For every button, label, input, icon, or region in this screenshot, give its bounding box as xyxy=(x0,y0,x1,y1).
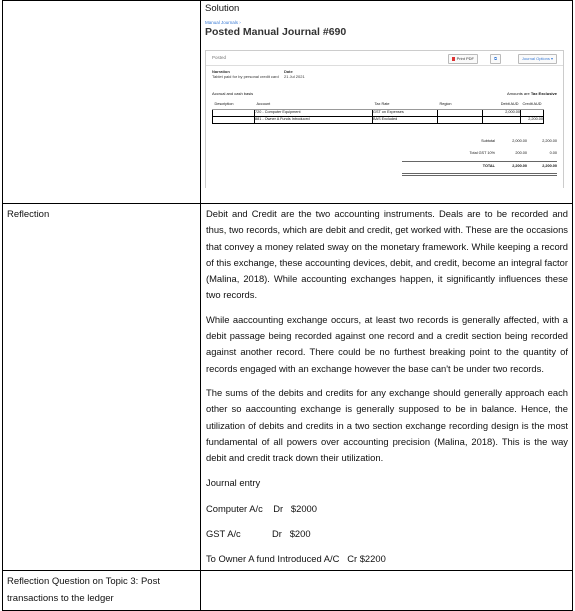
page-title: Posted Manual Journal #690 xyxy=(205,26,347,38)
row1-debit: 2,000.00 xyxy=(483,110,521,117)
document-table xyxy=(2,0,573,611)
journal-lines-table xyxy=(212,99,544,124)
total-underline xyxy=(402,173,557,174)
journal-options-button[interactable]: Journal Options ▾ xyxy=(518,54,557,64)
reflection-label: Reflection xyxy=(7,209,50,220)
solution-left-cell xyxy=(3,1,201,204)
col-description: Description xyxy=(213,99,255,110)
reflection-label-cell xyxy=(3,204,201,571)
journal-toolbar xyxy=(206,51,563,66)
subtotal-label: Subtotal xyxy=(481,139,495,143)
journal-card xyxy=(205,50,564,188)
row2-tax-rate: BAS Excluded xyxy=(373,117,438,124)
col-account: Account xyxy=(255,99,373,110)
total-label: TOTAL xyxy=(482,164,495,168)
date-value: 21 Jul 2021 xyxy=(284,74,305,79)
print-pdf-label: Print PDF xyxy=(456,56,474,61)
col-credit: Credit AUD xyxy=(521,99,544,110)
question-answer-cell xyxy=(201,570,573,610)
reflection-cell xyxy=(201,204,573,571)
amounts-mode-value: Tax Exclusive xyxy=(530,91,557,96)
solution-row xyxy=(3,1,573,204)
journal-heading: Journal entry xyxy=(206,477,261,489)
journal-entry-2: GST A/c Dr $200 xyxy=(206,528,311,540)
question-label-cell xyxy=(3,570,201,610)
amounts-mode xyxy=(507,91,557,96)
gst-debit: 200.00 xyxy=(515,151,527,155)
gst-label: Total GST 10% xyxy=(469,151,495,155)
date-label: Date xyxy=(284,69,293,74)
breadcrumb[interactable]: Manual Journals › xyxy=(205,20,241,25)
journal-screenshot xyxy=(205,20,564,188)
subtotal-credit: 2,200.00 xyxy=(542,139,557,143)
row2-credit: 2,200.00 xyxy=(521,117,544,124)
journal-entry-3: To Owner A fund Introduced A/C Cr $2200 xyxy=(206,553,386,565)
total-credit: 2,200.00 xyxy=(542,164,557,168)
total-debit: 2,200.00 xyxy=(512,164,527,168)
row1-account: 720 - Computer Equipment xyxy=(255,110,373,117)
col-tax-rate: Tax Rate xyxy=(373,99,438,110)
row2-account: 881 - Owner A Funds Introduced xyxy=(255,117,373,124)
row2-debit xyxy=(483,117,521,124)
pdf-icon xyxy=(452,57,455,61)
total-double-underline xyxy=(402,175,557,176)
solution-cell xyxy=(201,1,573,204)
solution-label: Solution xyxy=(205,3,240,14)
table-header xyxy=(213,99,544,110)
narration-label: Narration xyxy=(212,69,230,74)
row2-description xyxy=(213,117,255,124)
print-pdf-button[interactable] xyxy=(448,54,478,64)
subtotal-debit: 2,000.00 xyxy=(512,139,527,143)
question-label: Reflection Question on Topic 3: Post transactions to the ledger xyxy=(7,575,160,604)
table-row xyxy=(213,117,544,124)
col-region: Region xyxy=(438,99,483,110)
journal-entry-1: Computer A/c Dr $2000 xyxy=(206,502,317,514)
row1-tax-rate: GST on Expenses xyxy=(373,110,438,117)
reflection-paragraph-2: While aaccounting exchange occurs, at least two records is generally affected, with a debit passage being recorded against one record and a credit section being recorded against another record. There could be no furthest breaking point to the quantity of records engaged with an exchange however the base can't be under two records. xyxy=(206,313,568,374)
table-row xyxy=(213,110,544,117)
basis-text: Accrual and cash basis xyxy=(212,91,254,96)
row1-credit xyxy=(521,110,544,117)
reflection-paragraph-1: Debit and Credit are the two accounting instruments. Deals are to be recorded and thus, two records, which are debit and credit, get worked with. These are the occasions that convey a money related sway on the monetary framework. While keeping a record of this exchange, these accounting devices, debit, and credit, become an integral factor (Malina, 2018). While accounting exchanges happen, it significantly influences these two records. xyxy=(206,208,568,301)
col-debit: Debit AUD xyxy=(483,99,521,110)
amounts-prefix: Amounts are xyxy=(507,91,530,96)
row2-region xyxy=(438,117,483,124)
copy-icon[interactable]: ⧉ xyxy=(490,54,501,64)
narration-value: Tablet paid for by personal credit card xyxy=(212,74,279,79)
question-row xyxy=(3,570,573,610)
total-divider xyxy=(402,161,557,162)
row1-region xyxy=(438,110,483,117)
reflection-row xyxy=(3,204,573,571)
reflection-body xyxy=(201,204,572,570)
status-badge: Posted xyxy=(212,55,227,60)
reflection-paragraph-3: The sums of the debits and credits for any exchange should generally approach each other so aaccounting exchange is generally supposed to be in balance. Hence, the utilization of debits and credits in a two section exchange recording design is the most fundamental of all powers over accounting precision (Malina, 2018). This is the way debit and credit track down their utilization. xyxy=(206,386,568,464)
row1-description xyxy=(213,110,255,117)
gst-credit: 0.00 xyxy=(549,151,557,155)
